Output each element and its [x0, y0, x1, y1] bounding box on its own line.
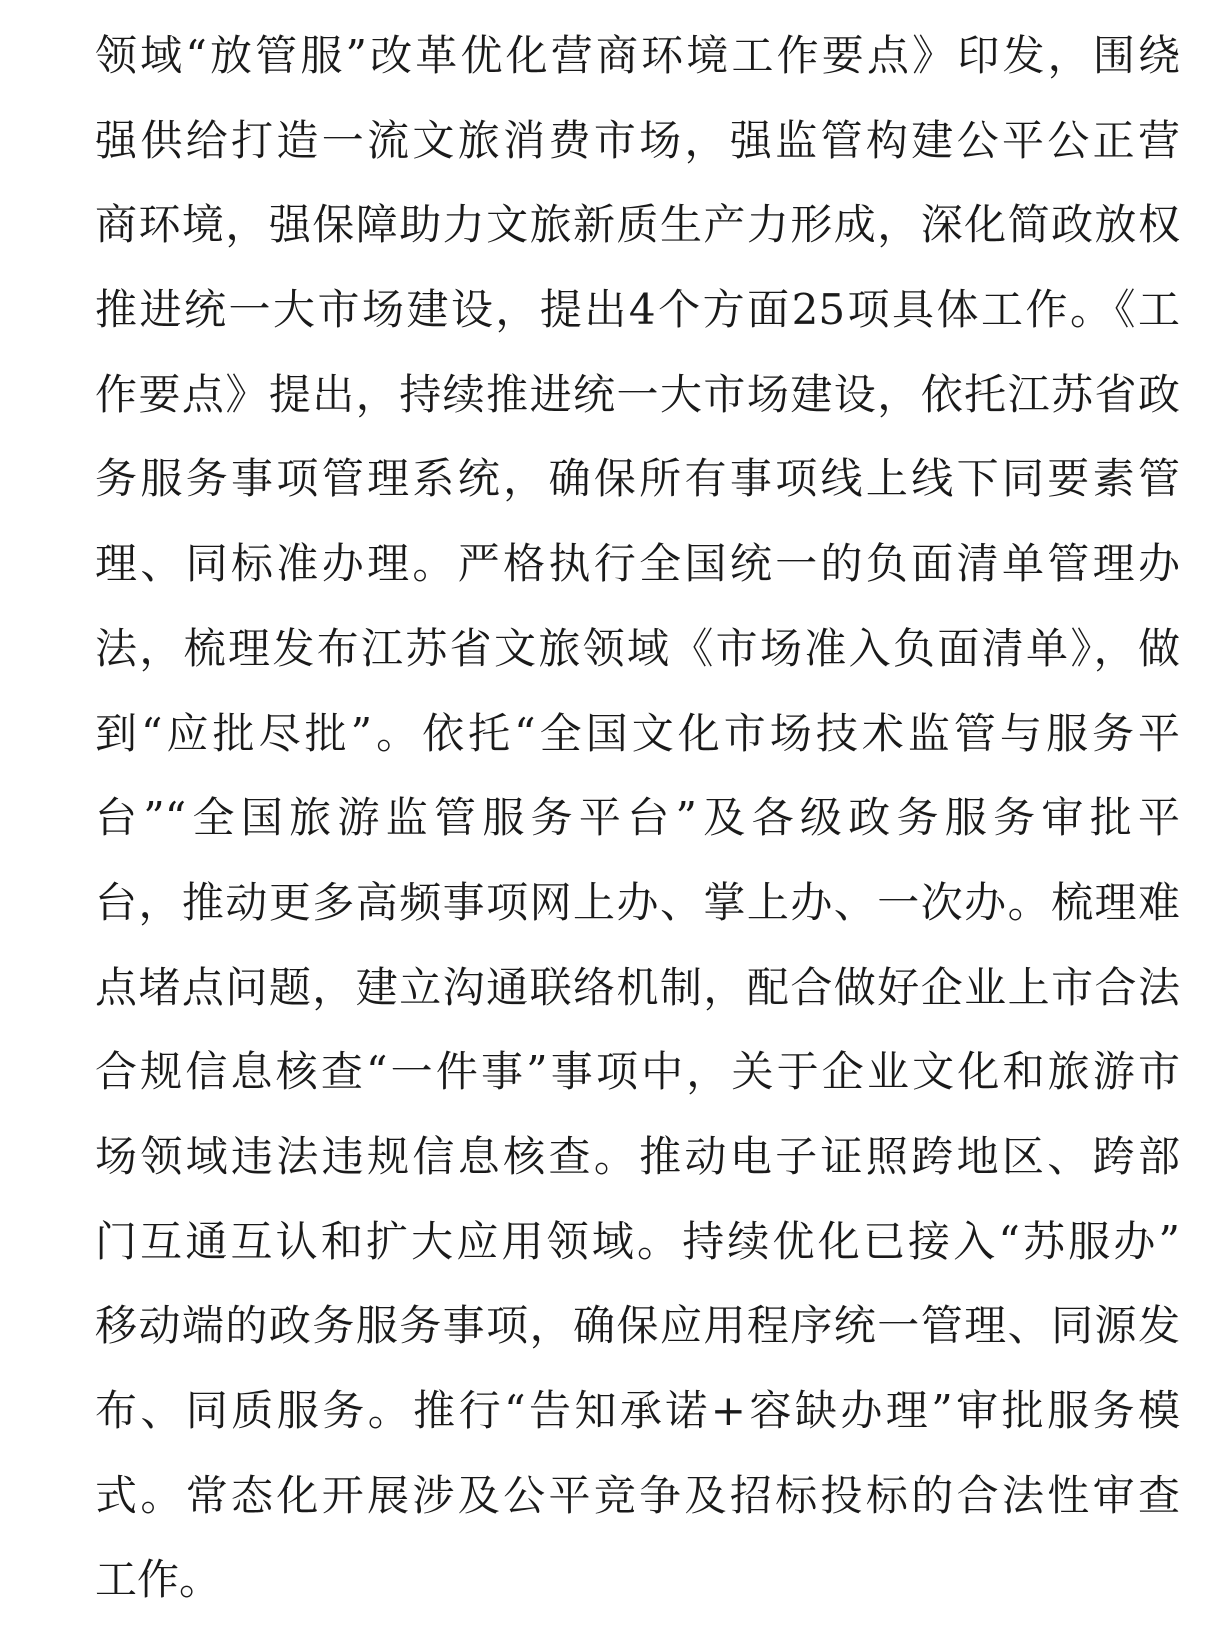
text-line: 理、同标准办理。严格执行全国统一的负面清单管理办: [95, 539, 1180, 589]
text-line: 推进统一大市场建设，提出4个方面25项具体工作。《工: [95, 285, 1180, 335]
text-line: 点堵点问题，建立沟通联络机制，配合做好企业上市合法: [95, 962, 1180, 1012]
text-line: 务服务事项管理系统，确保所有事项线上线下同要素管: [95, 454, 1180, 504]
text-line: 门互通互认和扩大应用领域。持续优化已接入“苏服办”: [95, 1216, 1180, 1266]
text-line: 法，梳理发布江苏省文旅领域《市场准入负面清单》，做: [95, 623, 1180, 673]
text-line: 场领域违法违规信息核查。推动电子证照跨地区、跨部: [95, 1131, 1180, 1181]
text-line: 式。常态化开展涉及公平竞争及招标投标的合法性审查: [95, 1470, 1180, 1520]
text-line: 合规信息核查“一件事”事项中，关于企业文化和旅游市: [95, 1047, 1180, 1097]
text-line: 商环境，强保障助力文旅新质生产力形成，深化简政放权: [95, 200, 1180, 250]
text-line: 布、同质服务。推行“告知承诺+容缺办理”审批服务模: [95, 1386, 1180, 1435]
text-line: 移动端的政务服务事项，确保应用程序统一管理、同源发: [95, 1301, 1180, 1351]
text-line: 领域“放管服”改革优化营商环境工作要点》印发，围绕: [95, 31, 1180, 80]
text-line: 到“应批尽批”。依托“全国文化市场技术监管与服务平: [95, 708, 1180, 758]
text-line: 强供给打造一流文旅消费市场，强监管构建公平公正营: [95, 115, 1180, 165]
text-line: 作要点》提出，持续推进统一大市场建设，依托江苏省政: [95, 369, 1180, 419]
body-paragraph: [95, 14, 1180, 1623]
text-line-last: 工作。: [95, 1555, 222, 1605]
text-line: 台，推动更多高频事项网上办、掌上办、一次办。梳理难: [95, 877, 1180, 927]
text-line: 台”“全国旅游监管服务平台”及各级政务服务审批平: [95, 793, 1180, 843]
